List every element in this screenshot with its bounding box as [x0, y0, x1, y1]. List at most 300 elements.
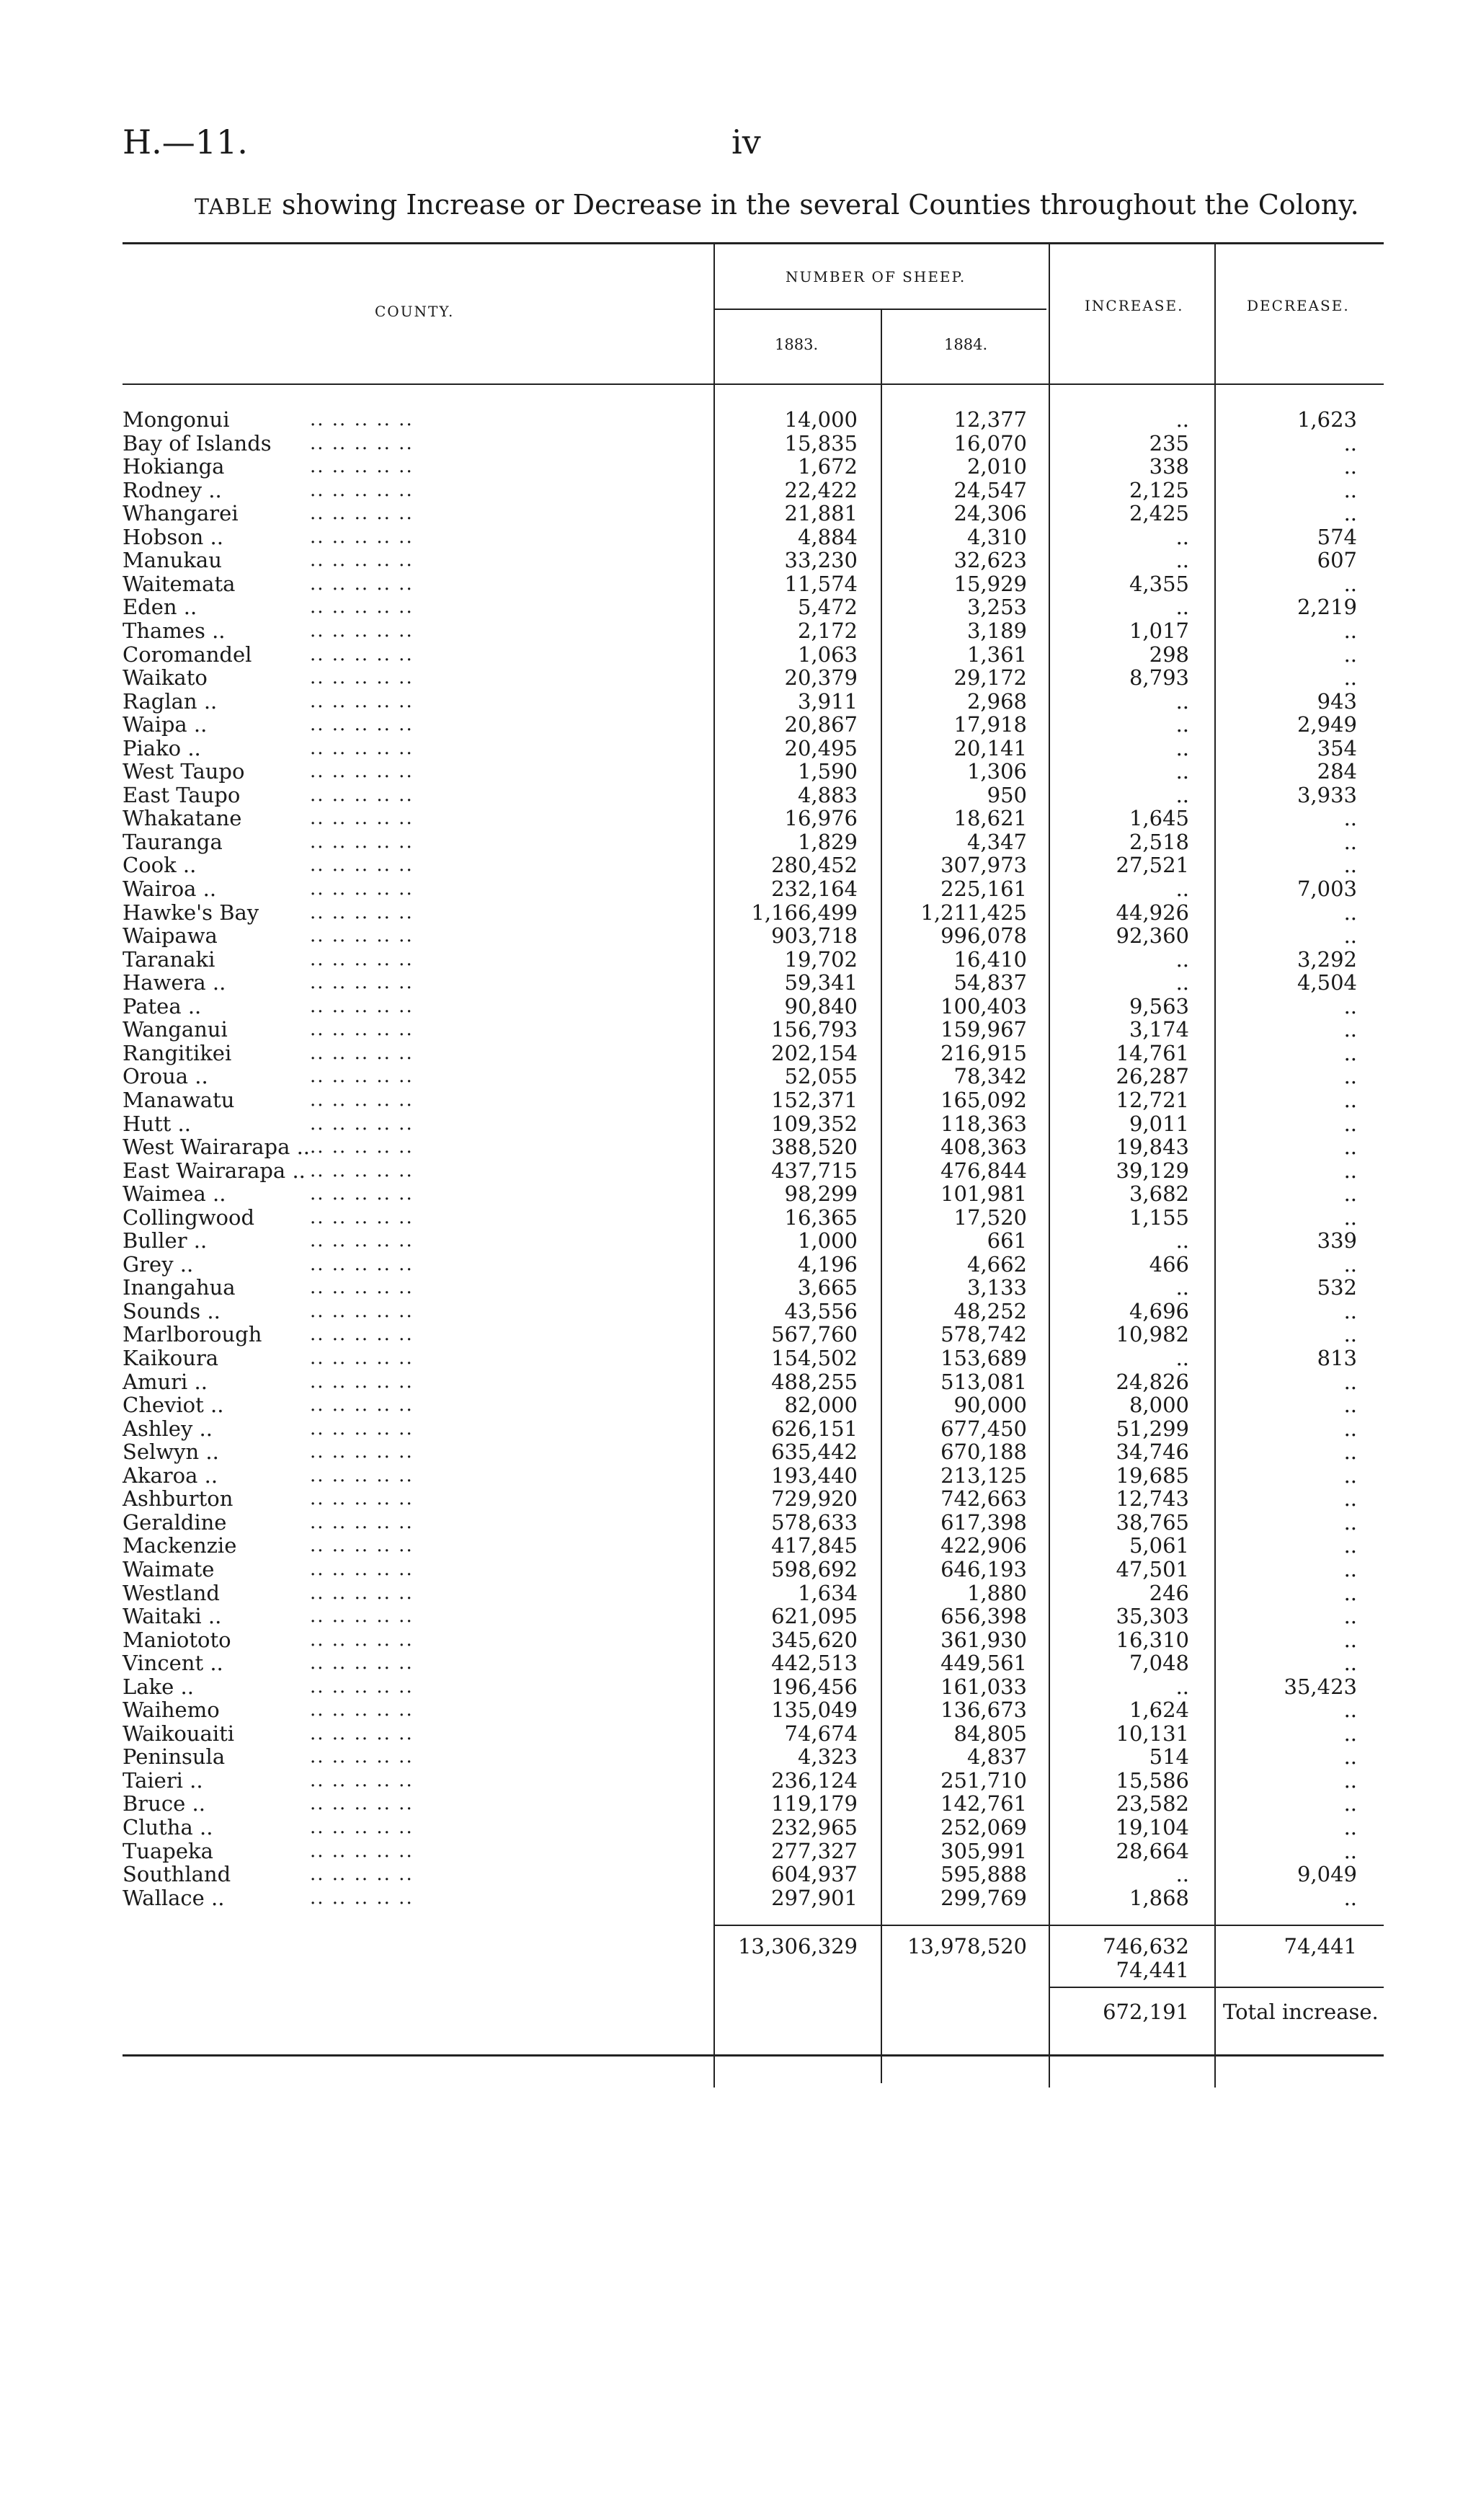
increase-cell: 3,682: [1129, 1181, 1189, 1207]
sheep-1883-cell: 598,692: [771, 1556, 858, 1581]
table-title-prefix: TABLE: [195, 195, 273, 220]
county-cell: Piako ..: [123, 735, 201, 760]
county-cell: Inangahua: [123, 1275, 236, 1300]
decrease-cell: 813: [1317, 1346, 1357, 1370]
sheep-1883-cell: 1,634: [797, 1580, 858, 1605]
leader-dots: .. .. .. .. ..: [310, 737, 414, 759]
sheep-1883-cell: 16,976: [784, 806, 858, 831]
sheep-1883-cell: 11,574: [784, 571, 858, 596]
increase-cell: ..: [1175, 548, 1189, 573]
table-row: [0, 643, 1481, 667]
sheep-1883-cell: 4,883: [797, 782, 858, 807]
table-row: [0, 1840, 1481, 1863]
table-row: [0, 525, 1481, 549]
decrease-cell: ..: [1343, 1298, 1357, 1323]
decrease-cell: 943: [1317, 688, 1357, 714]
increase-cell: ..: [1175, 524, 1189, 549]
decrease-cell: ..: [1343, 477, 1357, 502]
leader-dots: .. .. .. .. ..: [310, 690, 414, 712]
table-row: [0, 1370, 1481, 1394]
sheep-1883-cell: 135,049: [771, 1698, 858, 1723]
increase-cell: 2,125: [1129, 477, 1189, 502]
total-1883: 13,306,329: [737, 1934, 858, 1958]
sheep-1883-cell: 156,793: [771, 1017, 858, 1042]
leader-dots: .. .. .. .. ..: [310, 1019, 414, 1041]
leader-dots: .. .. .. .. ..: [310, 830, 414, 853]
sheep-1883-cell: 20,495: [784, 735, 858, 760]
sheep-1884-cell: 213,125: [940, 1463, 1027, 1488]
sheep-1884-cell: 142,761: [940, 1791, 1027, 1816]
decrease-cell: ..: [1343, 1463, 1357, 1488]
sheep-1884-cell: 24,306: [953, 501, 1027, 526]
county-cell: Vincent ..: [123, 1651, 223, 1676]
county-cell: West Taupo: [123, 759, 245, 784]
increase-cell: 338: [1149, 454, 1189, 479]
county-cell: Hokianga: [123, 454, 225, 479]
leader-dots: .. .. .. .. ..: [310, 1088, 414, 1111]
increase-cell: ..: [1175, 970, 1189, 995]
sheep-1884-cell: 578,742: [940, 1322, 1027, 1347]
sheep-1884-cell: 161,033: [940, 1674, 1027, 1699]
leader-dots: .. .. .. .. ..: [310, 1417, 414, 1439]
sheep-1883-cell: 277,327: [771, 1838, 858, 1863]
increase-cell: 35,303: [1116, 1604, 1189, 1629]
sheep-1883-cell: 152,371: [771, 1087, 858, 1112]
sheep-1883-cell: 417,845: [771, 1533, 858, 1558]
table-row: [0, 877, 1481, 901]
sheep-1884-cell: 4,837: [966, 1744, 1027, 1770]
sheep-1884-cell: 18,621: [953, 806, 1027, 831]
leader-dots: .. .. .. .. ..: [310, 1230, 414, 1252]
county-cell: Ashley ..: [123, 1416, 213, 1441]
decrease-cell: ..: [1343, 1698, 1357, 1723]
county-cell: Kaikoura: [123, 1346, 219, 1370]
county-cell: Whakatane: [123, 806, 242, 831]
net-rule: [1049, 1987, 1384, 1988]
leader-dots: .. .. .. .. ..: [310, 948, 414, 970]
decrease-cell: ..: [1343, 1251, 1357, 1277]
increase-cell: ..: [1175, 735, 1189, 760]
leader-dots: .. .. .. .. ..: [310, 1488, 414, 1510]
leader-dots: .. .. .. .. ..: [310, 901, 414, 923]
table-row: [0, 995, 1481, 1019]
increase-cell: 92,360: [1116, 923, 1189, 949]
county-cell: Wallace ..: [123, 1885, 225, 1910]
sheep-1883-cell: 236,124: [771, 1767, 858, 1793]
increase-cell: 8,000: [1129, 1393, 1189, 1418]
sheep-1883-cell: 567,760: [771, 1322, 858, 1347]
decrease-cell: ..: [1343, 1556, 1357, 1581]
increase-cell: 12,743: [1116, 1486, 1189, 1512]
increase-cell: 4,355: [1129, 571, 1189, 596]
leader-dots: .. .. .. .. ..: [310, 667, 414, 689]
increase-cell: 19,685: [1116, 1463, 1189, 1488]
county-cell: Hobson ..: [123, 524, 223, 549]
sheep-1883-cell: 202,154: [771, 1040, 858, 1065]
net-increase: 672,191: [1103, 2000, 1189, 2024]
county-cell: Waikato: [123, 665, 208, 691]
sheep-1883-cell: 21,881: [784, 501, 858, 526]
leader-dots: .. .. .. .. ..: [310, 1699, 414, 1721]
sheep-1883-cell: 1,063: [797, 642, 858, 667]
increase-cell: ..: [1175, 407, 1189, 432]
decrease-cell: ..: [1343, 1838, 1357, 1863]
decrease-cell: ..: [1343, 1627, 1357, 1652]
table-row: [0, 1464, 1481, 1488]
decrease-cell: ..: [1343, 618, 1357, 643]
page-number: iv: [731, 123, 761, 161]
county-cell: Westland: [123, 1580, 220, 1605]
table-row: [0, 502, 1481, 525]
leader-dots: .. .. .. .. ..: [310, 1112, 414, 1135]
leader-dots: .. .. .. .. ..: [310, 1886, 414, 1909]
county-cell: Taranaki: [123, 946, 215, 972]
decrease-cell: ..: [1343, 993, 1357, 1019]
increase-cell: 2,425: [1129, 501, 1189, 526]
table-row: [0, 1534, 1481, 1558]
county-cell: Hutt ..: [123, 1111, 191, 1136]
sheep-1883-cell: 3,665: [797, 1275, 858, 1300]
sheep-1883-cell: 52,055: [784, 1064, 858, 1089]
leader-dots: .. .. .. .. ..: [310, 807, 414, 830]
increase-cell: 24,826: [1116, 1369, 1189, 1394]
county-cell: Whangarei: [123, 501, 239, 526]
table-row: [0, 784, 1481, 807]
total-decrease: 74,441: [1284, 1934, 1357, 1958]
increase-cell: 10,131: [1116, 1721, 1189, 1746]
sheep-1884-cell: 742,663: [940, 1486, 1027, 1512]
table-row: [0, 690, 1481, 714]
sheep-1884-cell: 251,710: [940, 1767, 1027, 1793]
decrease-cell: ..: [1343, 1580, 1357, 1605]
sheep-1884-cell: 422,906: [940, 1533, 1027, 1558]
county-cell: Waipawa: [123, 923, 218, 949]
table-row: [0, 1229, 1481, 1253]
leader-dots: .. .. .. .. ..: [310, 1746, 414, 1768]
increase-cell: 39,129: [1116, 1158, 1189, 1183]
table-row: [0, 1018, 1481, 1042]
sheep-1883-cell: 20,867: [784, 712, 858, 737]
table-row: [0, 1159, 1481, 1183]
increase-cell: 7,048: [1129, 1651, 1189, 1676]
county-cell: West Wairarapa ..: [123, 1135, 311, 1160]
table-row: [0, 455, 1481, 479]
sheep-1883-cell: 2,172: [797, 618, 858, 643]
sheep-1883-cell: 604,937: [771, 1862, 858, 1887]
increase-cell: 51,299: [1116, 1416, 1189, 1441]
table-row: [0, 971, 1481, 995]
leader-dots: .. .. .. .. ..: [310, 1183, 414, 1205]
table-row: [0, 948, 1481, 972]
leader-dots: .. .. .. .. ..: [310, 596, 414, 618]
sheep-1884-cell: 950: [987, 782, 1027, 807]
leader-dots: .. .. .. .. ..: [310, 1628, 414, 1651]
sheep-1883-cell: 1,000: [797, 1228, 858, 1254]
sheep-1884-cell: 408,363: [940, 1135, 1027, 1160]
leader-dots: .. .. .. .. ..: [310, 1535, 414, 1557]
table-row: [0, 1816, 1481, 1840]
increase-cell: ..: [1175, 1275, 1189, 1300]
sheep-1883-cell: 4,323: [797, 1744, 858, 1770]
county-cell: Eden ..: [123, 595, 197, 620]
table-row: [0, 1346, 1481, 1370]
sheep-1884-cell: 29,172: [953, 665, 1027, 691]
county-cell: Southland: [123, 1862, 231, 1887]
table-row: [0, 1628, 1481, 1652]
decrease-cell: 3,292: [1297, 946, 1357, 972]
sheep-1884-cell: 90,000: [953, 1393, 1027, 1418]
sheep-1884-cell: 595,888: [940, 1862, 1027, 1887]
sheep-1883-cell: 1,590: [797, 759, 858, 784]
table-row: [0, 1323, 1481, 1346]
table-title: [195, 189, 1359, 221]
header-year-1883: 1883.: [775, 336, 819, 353]
leader-dots: .. .. .. .. ..: [310, 854, 414, 877]
leader-dots: .. .. .. .. ..: [310, 714, 414, 736]
decrease-cell: ..: [1343, 829, 1357, 854]
sheep-1884-cell: 1,211,425: [920, 900, 1027, 925]
sheep-1883-cell: 442,513: [771, 1651, 858, 1676]
decrease-cell: 607: [1317, 548, 1357, 573]
table-row: [0, 619, 1481, 643]
decrease-cell: ..: [1343, 1651, 1357, 1676]
increase-cell: 15,586: [1116, 1767, 1189, 1793]
decrease-cell: ..: [1343, 430, 1357, 456]
leader-dots: .. .. .. .. ..: [310, 409, 414, 430]
leader-dots: .. .. .. .. ..: [310, 619, 414, 642]
sheep-1884-cell: 3,133: [966, 1275, 1027, 1300]
sheep-1883-cell: 3,911: [797, 688, 858, 714]
leader-dots: .. .. .. .. ..: [310, 1394, 414, 1416]
sheep-1883-cell: 232,164: [771, 877, 858, 901]
sheep-1883-cell: 20,379: [784, 665, 858, 691]
increase-cell: 26,287: [1116, 1064, 1189, 1089]
increase-cell: ..: [1175, 688, 1189, 714]
county-cell: Mackenzie: [123, 1533, 237, 1558]
sheep-1884-cell: 1,880: [966, 1580, 1027, 1605]
county-cell: Mongonui: [123, 407, 230, 432]
leader-dots: .. .. .. .. ..: [310, 549, 414, 572]
sheep-1884-cell: 1,306: [966, 759, 1027, 784]
decrease-cell: ..: [1343, 1416, 1357, 1441]
increase-cell: 8,793: [1129, 665, 1189, 691]
increase-cell: ..: [1175, 1674, 1189, 1699]
county-cell: Sounds ..: [123, 1298, 221, 1323]
sheep-1883-cell: 90,840: [784, 993, 858, 1019]
sheep-1883-cell: 14,000: [784, 407, 858, 432]
decrease-cell: ..: [1343, 853, 1357, 878]
header-bottom-rule: [123, 383, 1384, 385]
county-cell: Geraldine: [123, 1509, 227, 1535]
sheep-1884-cell: 136,673: [940, 1698, 1027, 1723]
decrease-cell: ..: [1343, 454, 1357, 479]
decrease-cell: ..: [1343, 1767, 1357, 1793]
table-row: [0, 479, 1481, 502]
county-cell: Coromandel: [123, 642, 252, 667]
sheep-1884-cell: 617,398: [940, 1509, 1027, 1535]
table-row: [0, 432, 1481, 456]
decrease-cell: ..: [1343, 1604, 1357, 1629]
header-number-of-sheep: NUMBER OF SHEEP.: [786, 268, 966, 285]
sheep-1883-cell: 4,196: [797, 1251, 858, 1277]
increase-cell: ..: [1175, 1346, 1189, 1370]
leader-dots: .. .. .. .. ..: [310, 1300, 414, 1322]
county-cell: Lake ..: [123, 1674, 194, 1699]
leader-dots: .. .. .. .. ..: [310, 479, 414, 501]
sheep-1883-cell: 196,456: [771, 1674, 858, 1699]
sheep-1883-cell: 488,255: [771, 1369, 858, 1394]
decrease-cell: 354: [1317, 735, 1357, 760]
sheep-1884-cell: 20,141: [953, 735, 1027, 760]
table-row: [0, 1135, 1481, 1159]
sheep-1884-cell: 656,398: [940, 1604, 1027, 1629]
leader-dots: .. .. .. .. ..: [310, 1511, 414, 1533]
decrease-cell: ..: [1343, 1509, 1357, 1535]
county-cell: Collingwood: [123, 1204, 255, 1230]
decrease-cell: ..: [1343, 1885, 1357, 1910]
sheep-1884-cell: 165,092: [940, 1087, 1027, 1112]
header-county: COUNTY.: [375, 303, 455, 320]
leader-dots: .. .. .. .. ..: [310, 878, 414, 900]
county-cell: Bay of Islands: [123, 430, 272, 456]
county-cell: Selwyn ..: [123, 1439, 219, 1465]
sheep-1883-cell: 4,884: [797, 524, 858, 549]
increase-cell: ..: [1175, 946, 1189, 972]
increase-cell: 1,017: [1129, 618, 1189, 643]
county-cell: Hawera ..: [123, 970, 226, 995]
decrease-cell: ..: [1343, 1815, 1357, 1840]
sheep-1884-cell: 299,769: [940, 1885, 1027, 1910]
sheep-1883-cell: 232,965: [771, 1815, 858, 1840]
county-cell: Cook ..: [123, 853, 197, 878]
table-row: [0, 1182, 1481, 1206]
increase-cell: 246: [1149, 1580, 1189, 1605]
sheep-1883-cell: 729,920: [771, 1486, 858, 1512]
sheep-1884-cell: 225,161: [940, 877, 1027, 901]
sheep-1883-cell: 98,299: [784, 1181, 858, 1207]
table-row: [0, 549, 1481, 572]
leader-dots: .. .. .. .. ..: [310, 925, 414, 947]
county-cell: Clutha ..: [123, 1815, 213, 1840]
county-cell: Maniototo: [123, 1627, 231, 1652]
increase-cell: 44,926: [1116, 900, 1189, 925]
decrease-cell: ..: [1343, 1017, 1357, 1042]
sheep-1883-cell: 297,901: [771, 1885, 858, 1910]
decrease-cell: 574: [1317, 524, 1357, 549]
table-row: [0, 1722, 1481, 1746]
increase-cell: 16,310: [1116, 1627, 1189, 1652]
table-row: [0, 760, 1481, 784]
sheep-1884-cell: 361,930: [940, 1627, 1027, 1652]
leader-dots: .. .. .. .. ..: [310, 1464, 414, 1486]
sheep-1884-cell: 677,450: [940, 1416, 1027, 1441]
net-increase-label: Total increase.: [1223, 2000, 1379, 2024]
sheep-1884-cell: 100,403: [940, 993, 1027, 1019]
table-row: [0, 1651, 1481, 1675]
county-cell: Bruce ..: [123, 1791, 205, 1816]
decrease-cell: ..: [1343, 806, 1357, 831]
sheep-1884-cell: 252,069: [940, 1815, 1027, 1840]
sheep-1884-cell: 476,844: [940, 1158, 1027, 1183]
county-cell: Grey ..: [123, 1251, 194, 1277]
sheep-1883-cell: 388,520: [771, 1135, 858, 1160]
sheep-1884-cell: 159,967: [940, 1017, 1027, 1042]
county-cell: Ashburton: [123, 1486, 234, 1512]
decrease-cell: ..: [1343, 1439, 1357, 1465]
increase-cell: ..: [1175, 1228, 1189, 1254]
table-row: [0, 1112, 1481, 1136]
decrease-cell: ..: [1343, 1064, 1357, 1089]
table-row: [0, 1042, 1481, 1065]
county-cell: Patea ..: [123, 993, 202, 1019]
increase-cell: 4,696: [1129, 1298, 1189, 1323]
decrease-cell: 532: [1317, 1275, 1357, 1300]
sheep-1884-cell: 1,361: [966, 642, 1027, 667]
decrease-cell: ..: [1343, 571, 1357, 596]
sheep-1884-cell: 646,193: [940, 1556, 1027, 1581]
header-increase: INCREASE.: [1085, 297, 1184, 314]
decrease-cell: 2,219: [1297, 595, 1357, 620]
sheep-1884-cell: 3,253: [966, 595, 1027, 620]
increase-cell: 2,518: [1129, 829, 1189, 854]
increase-cell: ..: [1175, 759, 1189, 784]
leader-dots: .. .. .. .. ..: [310, 432, 414, 454]
leader-dots: .. .. .. .. ..: [310, 1840, 414, 1862]
table-row: [0, 1417, 1481, 1441]
table-row: [0, 713, 1481, 737]
sheep-1883-cell: 19,702: [784, 946, 858, 972]
totals-rule: [713, 1925, 1384, 1926]
county-cell: Buller ..: [123, 1228, 208, 1254]
leader-dots: .. .. .. .. ..: [310, 1206, 414, 1228]
decrease-cell: ..: [1343, 1393, 1357, 1418]
sheep-1884-cell: 216,915: [940, 1040, 1027, 1065]
increase-cell: 298: [1149, 642, 1189, 667]
sheep-1883-cell: 109,352: [771, 1111, 858, 1136]
increase-cell: 9,563: [1129, 993, 1189, 1019]
decrease-cell: ..: [1343, 900, 1357, 925]
decrease-cell: ..: [1343, 923, 1357, 949]
increase-cell: ..: [1175, 1862, 1189, 1887]
increase-cell: 235: [1149, 430, 1189, 456]
leader-dots: .. .. .. .. ..: [310, 784, 414, 806]
table-row: [0, 1440, 1481, 1464]
county-cell: Waipa ..: [123, 712, 208, 737]
sheep-1884-cell: 4,310: [966, 524, 1027, 549]
sheep-1883-cell: 16,365: [784, 1204, 858, 1230]
table-row: [0, 1065, 1481, 1088]
leader-dots: .. .. .. .. ..: [310, 1065, 414, 1088]
increase-cell: 9,011: [1129, 1111, 1189, 1136]
county-cell: Marlborough: [123, 1322, 262, 1347]
sheep-1883-cell: 578,633: [771, 1509, 858, 1535]
sheep-1884-cell: 48,252: [953, 1298, 1027, 1323]
increase-cell: 14,761: [1116, 1040, 1189, 1065]
sheep-1883-cell: 437,715: [771, 1158, 858, 1183]
decrease-cell: 339: [1317, 1228, 1357, 1254]
sheep-1883-cell: 59,341: [784, 970, 858, 995]
total-increase: 746,632: [1103, 1934, 1189, 1958]
table-row: [0, 1675, 1481, 1699]
total-decrease-offset: 74,441: [1116, 1958, 1189, 1982]
county-cell: Waimate: [123, 1556, 215, 1581]
leader-dots: .. .. .. .. ..: [310, 1441, 414, 1463]
increase-cell: 1,155: [1129, 1204, 1189, 1230]
leader-dots: .. .. .. .. ..: [310, 972, 414, 994]
leader-dots: .. .. .. .. ..: [310, 995, 414, 1017]
increase-cell: ..: [1175, 877, 1189, 901]
sheep-1883-cell: 82,000: [784, 1393, 858, 1418]
